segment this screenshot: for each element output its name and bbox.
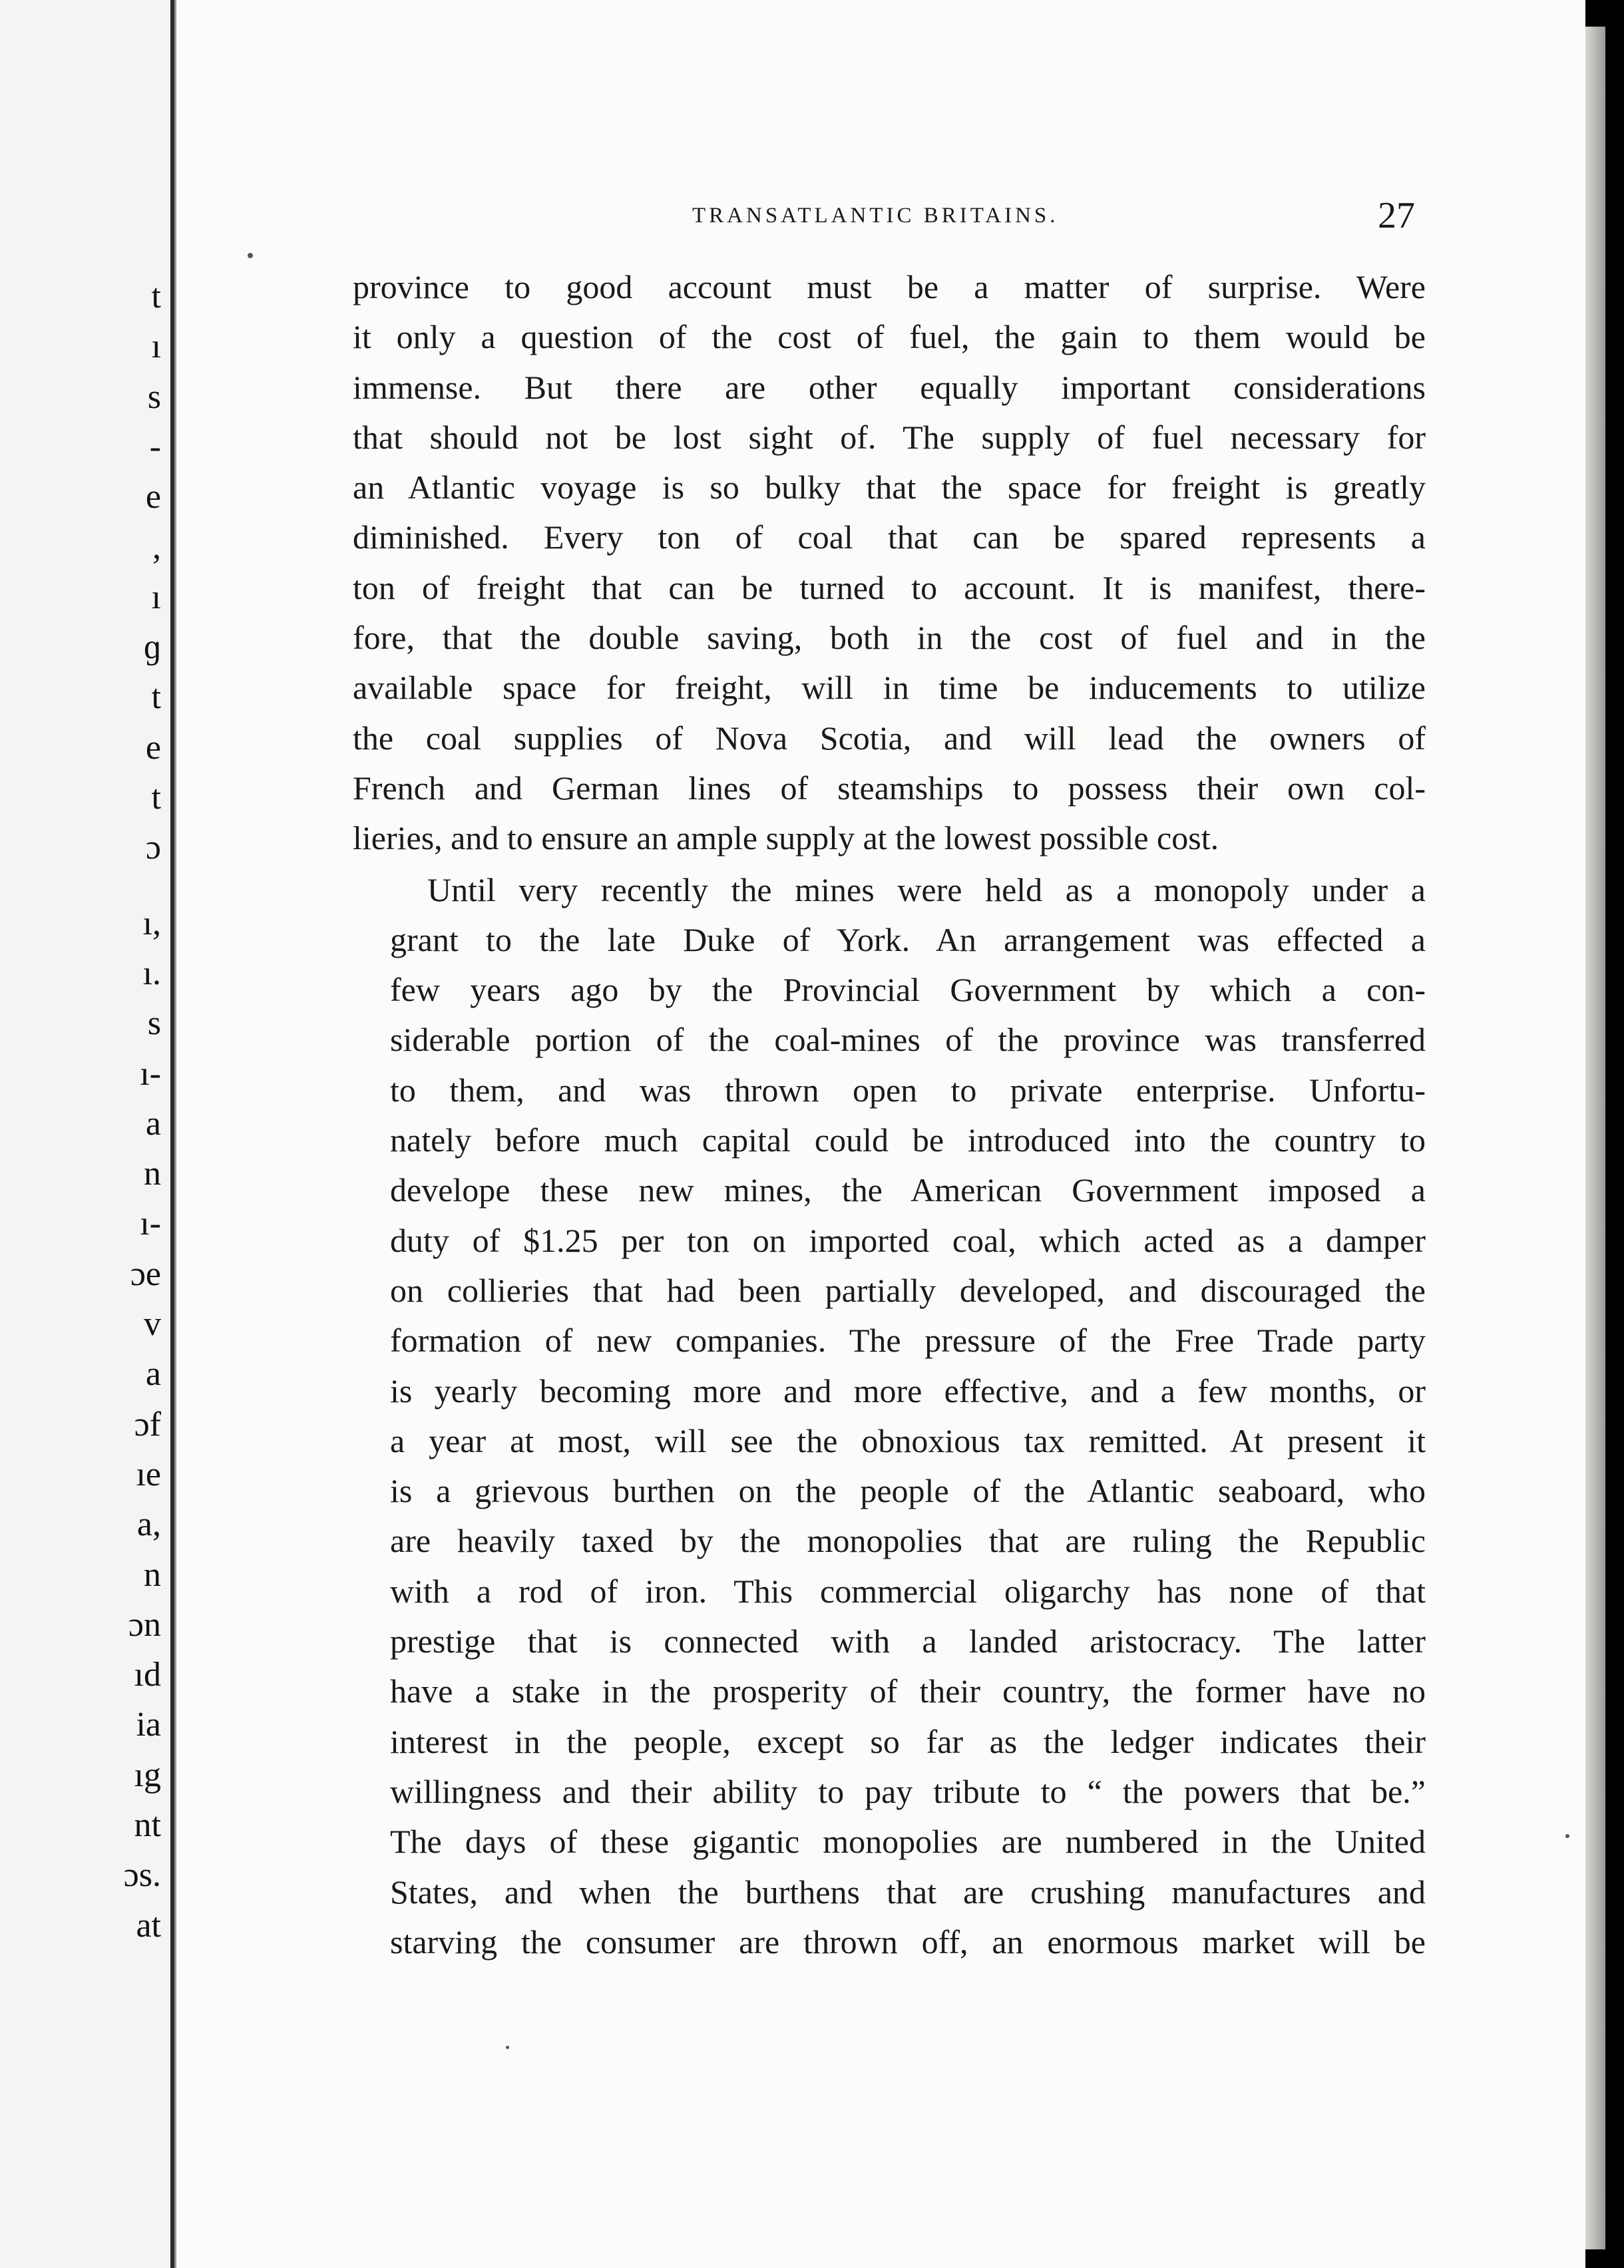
left-page-fragment: ı- [140,1054,161,1093]
left-page-fragment: s [147,377,161,416]
text-line: is a grievous burthen on the people of the Atlantic seaboard, who [390,1472,1426,1510]
left-page-fragment: ıd [134,1656,161,1694]
left-page-fragment: ı [151,578,161,616]
text-line: to them, and was thrown open to private enterprise. Unfortu- [390,1071,1426,1109]
text-line: diminished. Every ton of coal that can be spared represents a [353,518,1426,556]
left-page-fragment: ı- [140,1205,161,1243]
text-line: immense. But there are other equally important considerations [353,368,1426,406]
left-page-fragment: ı [151,327,161,366]
text-line: interest in the people, except so far as the ledger indicates their [390,1722,1426,1760]
text-line: with a rod of iron. This commercial oligarchy has none of that [390,1572,1426,1610]
left-page-fragment: ıe [136,1455,161,1493]
text-line: are heavily taxed by the monopolies that are ruling the Republic [390,1522,1426,1560]
text-line: formation of new companies. The pressure of the Free Trade party [390,1322,1426,1360]
text-line: siderable portion of the coal-mines of the province was transferred [390,1021,1426,1059]
text-line: on collieries that had been partially developed, and discouraged the [390,1271,1426,1309]
left-page-fragment: ɡ [144,628,161,667]
page-edge-shadow [1585,27,1605,2249]
text-line: lieries, and to ensure an ample supply at the lowest possible cost. [353,819,1219,857]
text-line: that should not be lost sight of. The supply of fuel necessary for [353,418,1426,456]
left-page-fragment: ı. [142,954,161,992]
text-line: an Atlantic voyage is so bulky that the space for freight is greatly [353,469,1426,506]
left-page-fragment: at [136,1906,161,1945]
left-page [0,0,174,2268]
text-line: starving the consumer are thrown off, an enormous market will be [390,1923,1426,1961]
paper-speck [248,253,253,258]
paper-speck [506,2046,509,2049]
left-page-fragment: - [149,427,161,466]
text-line: French and German lines of steamships to possess their own col- [353,769,1426,807]
text-line: The days of these gigantic monopolies are numbered in the United [390,1823,1426,1861]
text-line: few years ago by the Provincial Government by which a con- [390,971,1426,1009]
text-line: province to good account must be a matter of surprise. Were [353,268,1426,305]
paper-speck [1565,1834,1569,1838]
text-line: Until very recently the mines were held as a monopoly under a [427,870,1426,908]
text-line: grant to the late Duke of York. An arrangement was effected a [390,920,1426,958]
left-page-fragment: a, [136,1505,161,1544]
text-line: prestige that is connected with a landed aristocracy. The latter [390,1622,1426,1660]
text-line: the coal supplies of Nova Scotia, and will lead the owners of [353,719,1426,757]
text-line: fore, that the double saving, both in the cost of fuel and in the [353,619,1426,657]
left-page-fragment: v [144,1305,161,1343]
paragraph [353,865,1426,1968]
left-page-fragment: ia [136,1706,161,1744]
text-line: available space for freight, will in time be inducements to utilize [353,669,1426,707]
left-page-fragment: ɔ [145,829,161,867]
running-header: TRANSATLANTIC BRITAINS. [692,204,1059,228]
left-page-fragment: a [145,1104,161,1143]
left-page-fragment: n [144,1555,161,1594]
left-page-fragment: ɔe [130,1254,161,1293]
left-page-fragment: ɔs. [123,1856,161,1895]
text-line: ton of freight that can be turned to account. It is manifest, there- [353,568,1426,606]
left-page-fragment: ı, [142,904,161,942]
left-page-fragment: ıg [134,1756,161,1794]
page-number: 27 [1378,195,1415,236]
left-page-fragment: , [152,528,161,566]
left-page-fragment: t [151,779,161,817]
left-page-fragments [0,0,170,2268]
text-line: have a stake in the prosperity of their country, the former have no [390,1672,1426,1710]
text-line: duty of $1.25 per ton on imported coal, which acted as a damper [390,1221,1426,1259]
left-page-fragment: t [151,278,161,315]
left-page-fragment: ɔf [134,1405,161,1443]
text-line: develope these new mines, the American Government imposed a [390,1171,1426,1209]
left-page-fragment: e [145,478,161,516]
left-page-fragment: ɔn [128,1605,161,1644]
left-page-fragment: a [145,1355,161,1394]
text-line: States, and when the burthens that are crushing manufactures and [390,1873,1426,1911]
text-line: willingness and their ability to pay tribute to “ the powers that be.” [390,1772,1426,1810]
text-line: nately before much capital could be introduced into the country to [390,1121,1426,1159]
left-page-fragment: e [145,728,161,767]
text-line: it only a question of the cost of fuel, the gain to them would be [353,318,1426,356]
body-text [353,262,1426,1967]
left-page-fragment: s [147,1004,161,1043]
paragraph [353,262,1426,864]
left-page-fragment: n [144,1155,161,1193]
left-page-fragment: t [151,678,161,717]
text-line: is yearly becoming more and more effective, and a few months, or [390,1372,1426,1410]
text-line: a year at most, will see the obnoxious tax remitted. At present it [390,1421,1426,1459]
left-page-fragment: nt [134,1806,161,1844]
